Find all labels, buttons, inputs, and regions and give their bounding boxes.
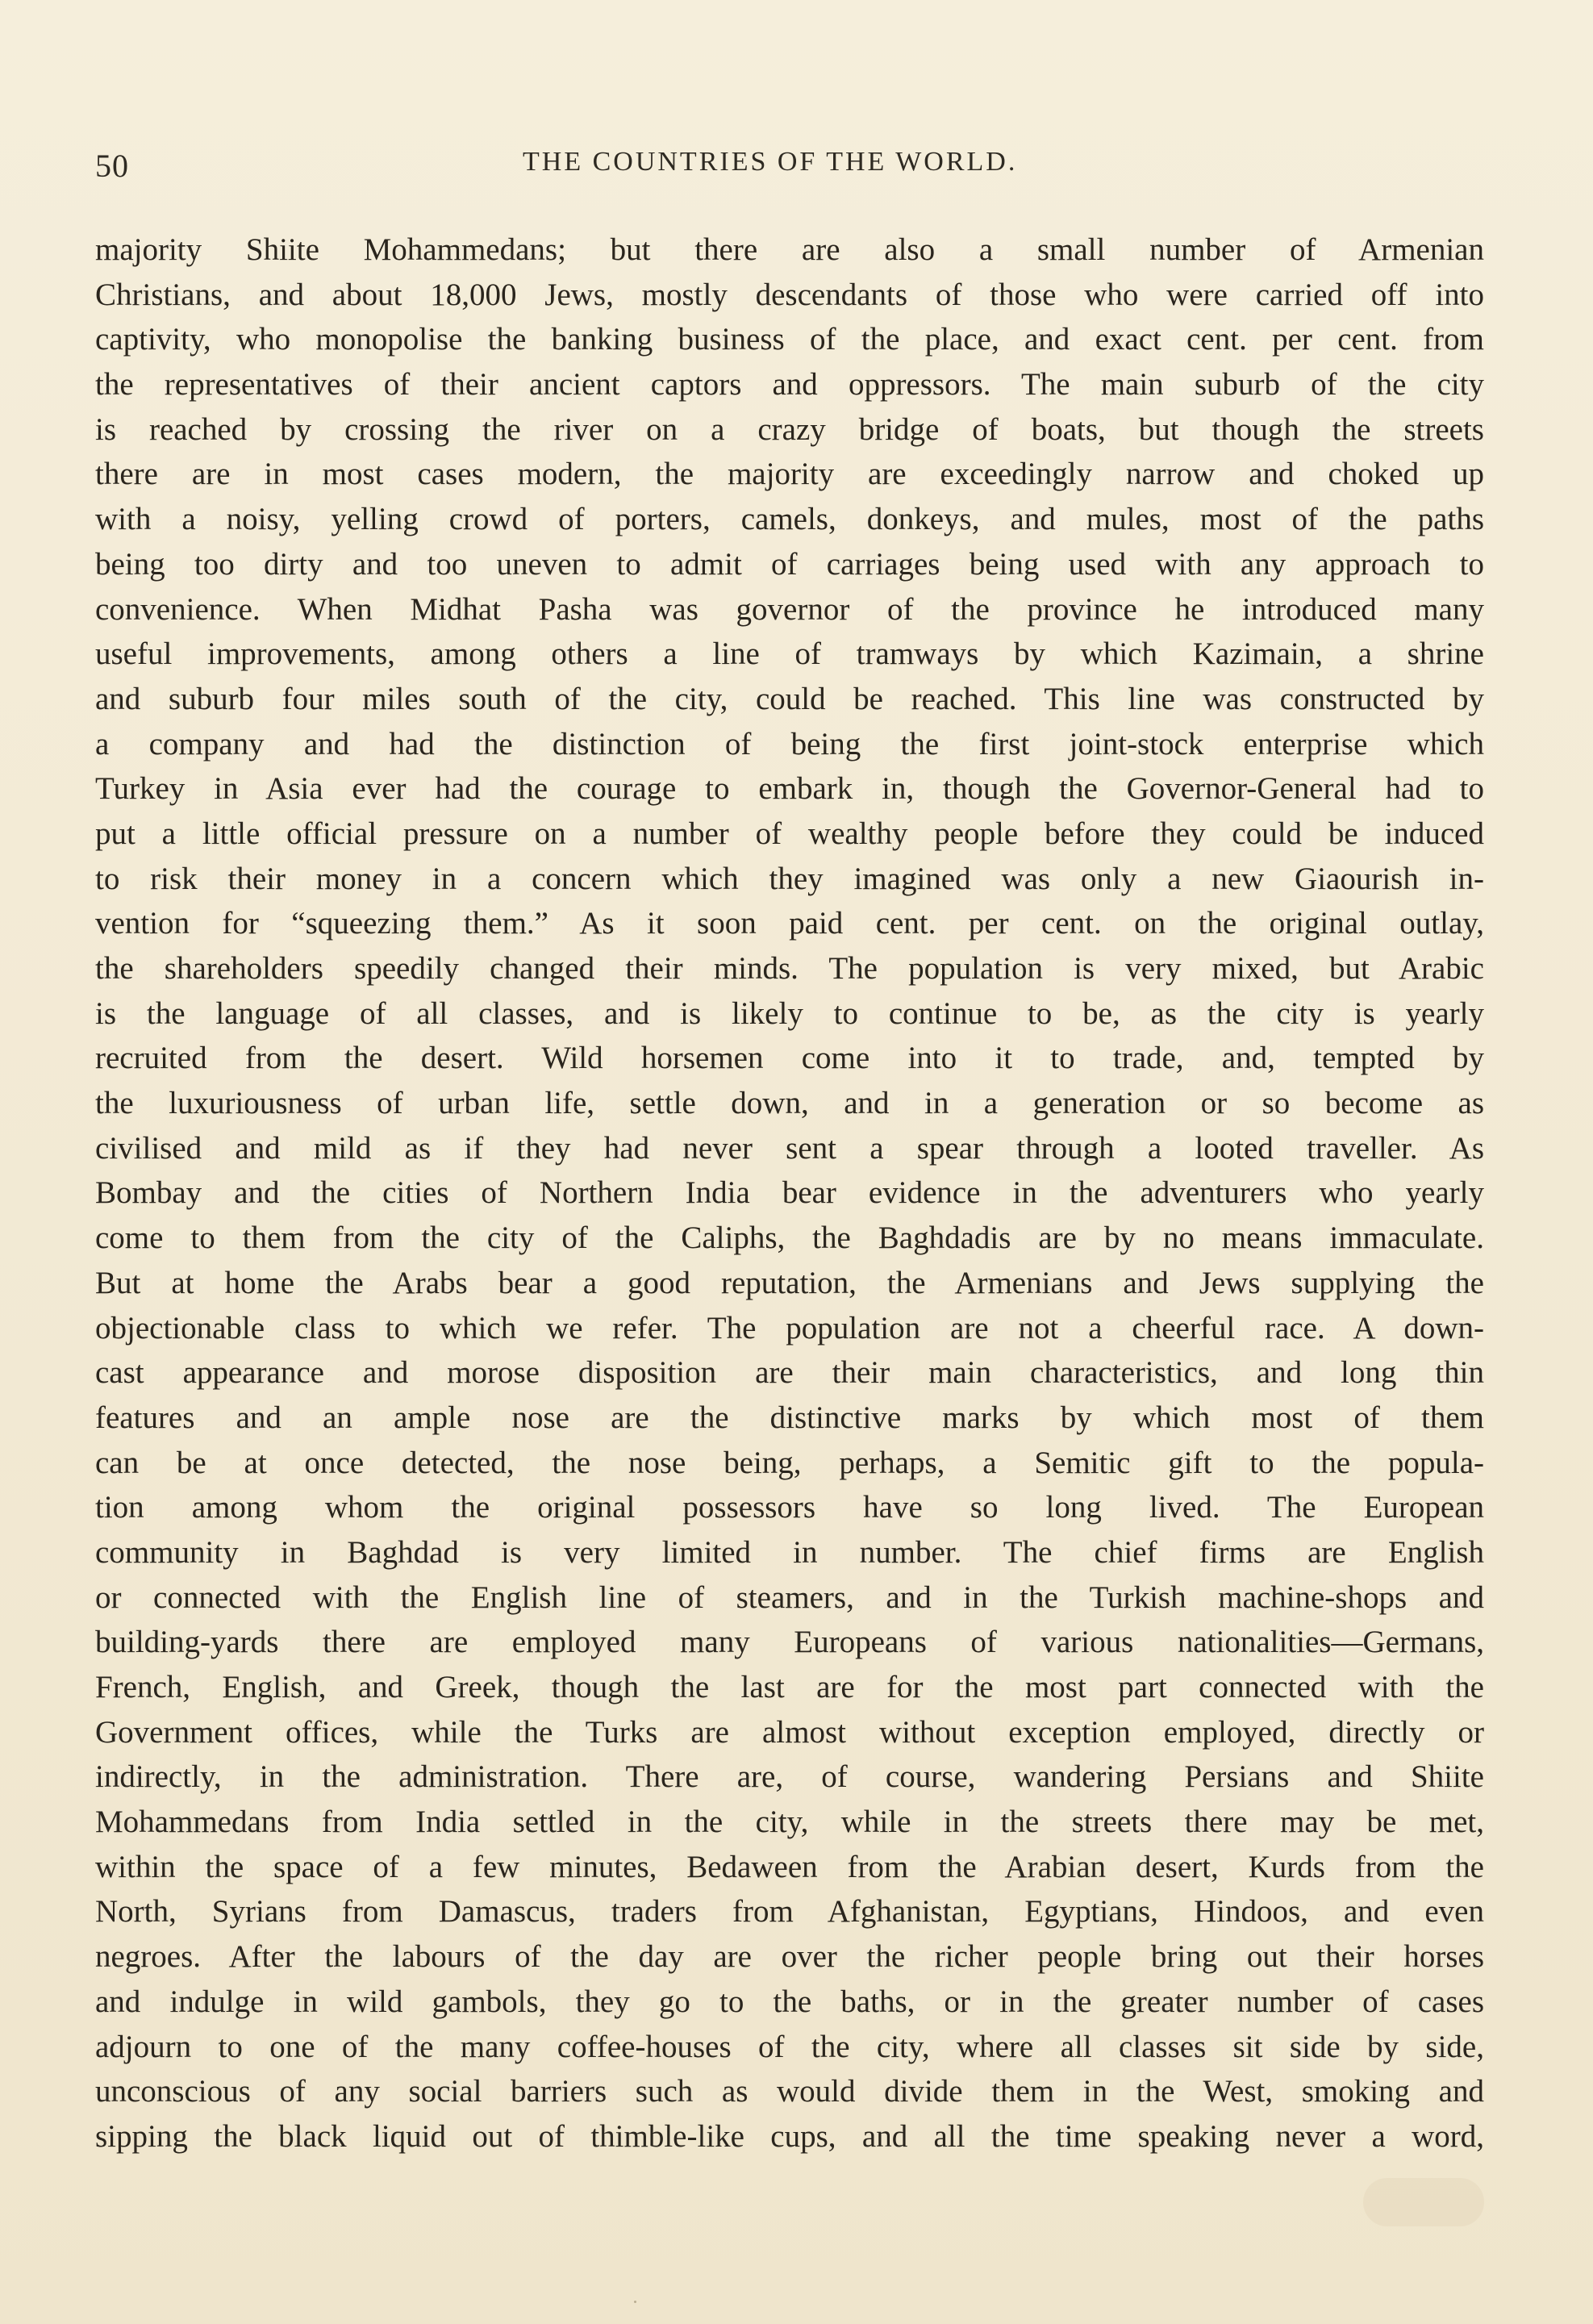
- text-line: vention for “squeezing them.” As it soon paid cent. per cent. on the original outlay,: [95, 906, 1484, 941]
- text-line: But at home the Arabs bear a good reputation, the Armenians and Jews supplying the: [95, 1265, 1484, 1300]
- text-line: or connected with the English line of steamers, and in the Turkish machine-shops and: [95, 1579, 1484, 1615]
- text-line: sipping the black liquid out of thimble-like cups, and all the time speaking never a word,: [95, 2118, 1484, 2154]
- text-line: Bombay and the cities of Northern India bear evidence in the adventurers who yearly: [95, 1175, 1484, 1211]
- text-line: French, English, and Greek, though the last are for the most part connected with the: [95, 1670, 1484, 1704]
- text-line: to risk their money in a concern which they imagined was only a new Giaourish in-: [95, 861, 1484, 896]
- text-line: come to them from the city of the Caliphs, the Baghdadis are by no means immaculate.: [95, 1220, 1484, 1256]
- text-line: and indulge in wild gambols, they go to the baths, or in the greater number of cases: [95, 1984, 1484, 2019]
- text-line: useful improvements, among others a line of tramways by which Kazimain, a shrine: [95, 636, 1484, 672]
- text-line: negroes. After the labours of the day are over the richer people bring out their horses: [95, 1939, 1484, 1975]
- paper-smudge: [1363, 2178, 1484, 2226]
- text-line: with a noisy, yelling crowd of porters, camels, donkeys, and mules, most of the paths: [95, 502, 1484, 537]
- text-line: majority Shiite Mohammedans; but there are also a small number of Armenian: [95, 232, 1484, 267]
- text-line: a company and had the distinction of being the first joint-stock enterprise which: [95, 726, 1484, 761]
- text-line: building-yards there are employed many Europeans of various nationalities—Germans,: [95, 1625, 1484, 1660]
- text-line: is reached by crossing the river on a crazy bridge of boats, but though the streets: [95, 411, 1484, 447]
- text-line: is the language of all classes, and is likely to continue to be, as the city is yearly: [95, 995, 1484, 1031]
- text-line: features and an ample nose are the distinctive marks by which most of them: [95, 1400, 1484, 1435]
- text-line: Christians, and about 18,000 Jews, mostly descendants of those who were carried off into: [95, 277, 1484, 312]
- text-line: can be at once detected, the nose being, perhaps, a Semitic gift to the popula-: [95, 1445, 1484, 1480]
- running-head: [95, 147, 1482, 195]
- text-line: and suburb four miles south of the city, could be reached. This line was constructed by: [95, 681, 1484, 716]
- text-line: Government offices, while the Turks are almost without exception employed, directly or: [95, 1714, 1484, 1750]
- text-line: recruited from the desert. Wild horsemen come into it to trade, and, tempted by: [95, 1041, 1484, 1076]
- text-line: within the space of a few minutes, Bedaween from the Arabian desert, Kurds from the: [95, 1849, 1484, 1884]
- text-line: tion among whom the original possessors have so long lived. The European: [95, 1490, 1484, 1525]
- text-line: convenience. When Midhat Pasha was governor of the province he introduced many: [95, 591, 1484, 627]
- paper-speck: [634, 2301, 636, 2303]
- text-line: being too dirty and too uneven to admit of carriages being used with any approach to: [95, 546, 1484, 582]
- text-line: Turkey in Asia ever had the courage to embark in, though the Governor-General had to: [95, 771, 1484, 807]
- text-line: put a little official pressure on a number of wealthy people before they could be induced: [95, 816, 1484, 851]
- text-line: the representatives of their ancient captors and oppressors. The main suburb of the city: [95, 367, 1484, 403]
- text-line: captivity, who monopolise the banking business of the place, and exact cent. per cent. from: [95, 322, 1484, 357]
- text-line: objectionable class to which we refer. The population are not a cheerful race. A down-: [95, 1310, 1484, 1346]
- text-line: cast appearance and morose disposition are their main characteristics, and long thin: [95, 1355, 1484, 1391]
- text-line: community in Baghdad is very limited in number. The chief firms are English: [95, 1534, 1484, 1570]
- text-line: indirectly, in the administration. There are, of course, wandering Persians and Shiite: [95, 1759, 1484, 1795]
- text-line: adjourn to one of the many coffee-houses of the city, where all classes sit side by side,: [95, 2029, 1484, 2064]
- text-line: unconscious of any social barriers such as would divide them in the West, smoking and: [95, 2074, 1484, 2109]
- page-number: 50: [95, 148, 129, 184]
- text-line: there are in most cases modern, the majority are exceedingly narrow and choked up: [95, 457, 1484, 492]
- text-line: North, Syrians from Damascus, traders from Afghanistan, Egyptians, Hindoos, and even: [95, 1894, 1484, 1930]
- text-line: civilised and mild as if they had never sent a spear through a looted traveller. As: [95, 1130, 1484, 1166]
- text-line: Mohammedans from India settled in the city, while in the streets there may be met,: [95, 1805, 1484, 1840]
- text-line: the shareholders speedily changed their minds. The population is very mixed, but Arabic: [95, 951, 1484, 986]
- body-text: [95, 227, 1484, 2159]
- running-title: THE COUNTRIES OF THE WORLD.: [523, 147, 1018, 177]
- text-line: the luxuriousness of urban life, settle down, and in a generation or so become as: [95, 1086, 1484, 1121]
